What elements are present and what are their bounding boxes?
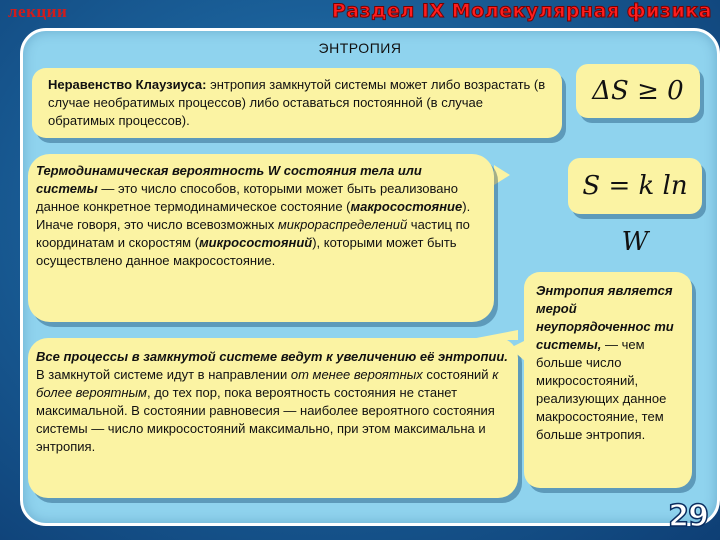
microdistribution-term: микрораспределений [277,217,408,232]
processes-text-3: , до тех пор, пока вероятность состояния не станет максимальной. В состоянии равновесия — наиболее вероятного состояния системы — число микросостояний максимально, при этом максимальна и энтропия. [36,385,495,454]
probability-callout [28,154,494,322]
clausius-text: энтропия замкнутой системы может либо возрастать (в случае необратимых процессов) либо оставаться постоянной (в случае обратимых процессов). [48,77,546,128]
probability-text-4: ), которыми может быть осуществлено данное макросостояние. [36,235,457,268]
section-title: Раздел IX Молекулярная физика [331,0,712,22]
microstate-term: микросостояний [199,235,313,250]
probability-text-1: — это число способов, которыми может быть реализовано данное конкретное термодинамическое состояние ( [36,181,458,214]
probability-callout-pointer [494,165,510,185]
probability-text-2: ). Иначе говоря, это число всевозможных [36,199,471,232]
processes-text-1: В замкнутой системе идут в направлении [36,367,291,382]
disorder-term: Энтропия является мерой неупорядоченнос ти системы, [536,283,674,352]
lectures-label: лекции [8,2,68,21]
macrostate-term: макросостояние [350,199,463,214]
slide-number: 29 [668,499,708,534]
probability-term: Термодинамическая вероятность W состояния тела или системы [36,163,422,196]
probability-text-3: частиц по координатам и скоростям ( [36,217,470,250]
title-bar [0,0,720,26]
more-probable-term: к более вероятным [36,367,499,400]
processes-text-2: состояний [422,367,493,382]
less-probable-term: от менее вероятных [290,367,423,382]
clausius-callout [32,68,562,138]
clausius-term: Неравенство Клаузиуса: [48,77,207,92]
processes-callout [28,338,518,498]
disorder-callout [524,272,692,488]
disorder-text: — чем больше число микросостояний, реализующих данное макросостояние, тем больше энтропия. [536,337,667,442]
boltzmann-formula: S = k ln W [568,158,702,214]
clausius-formula: ΔS ≥ 0 [576,64,700,118]
slide-heading: ЭНТРОПИЯ [318,40,402,56]
processes-term: Все процессы в замкнутой системе ведут к увеличению её энтропии. [36,349,508,364]
